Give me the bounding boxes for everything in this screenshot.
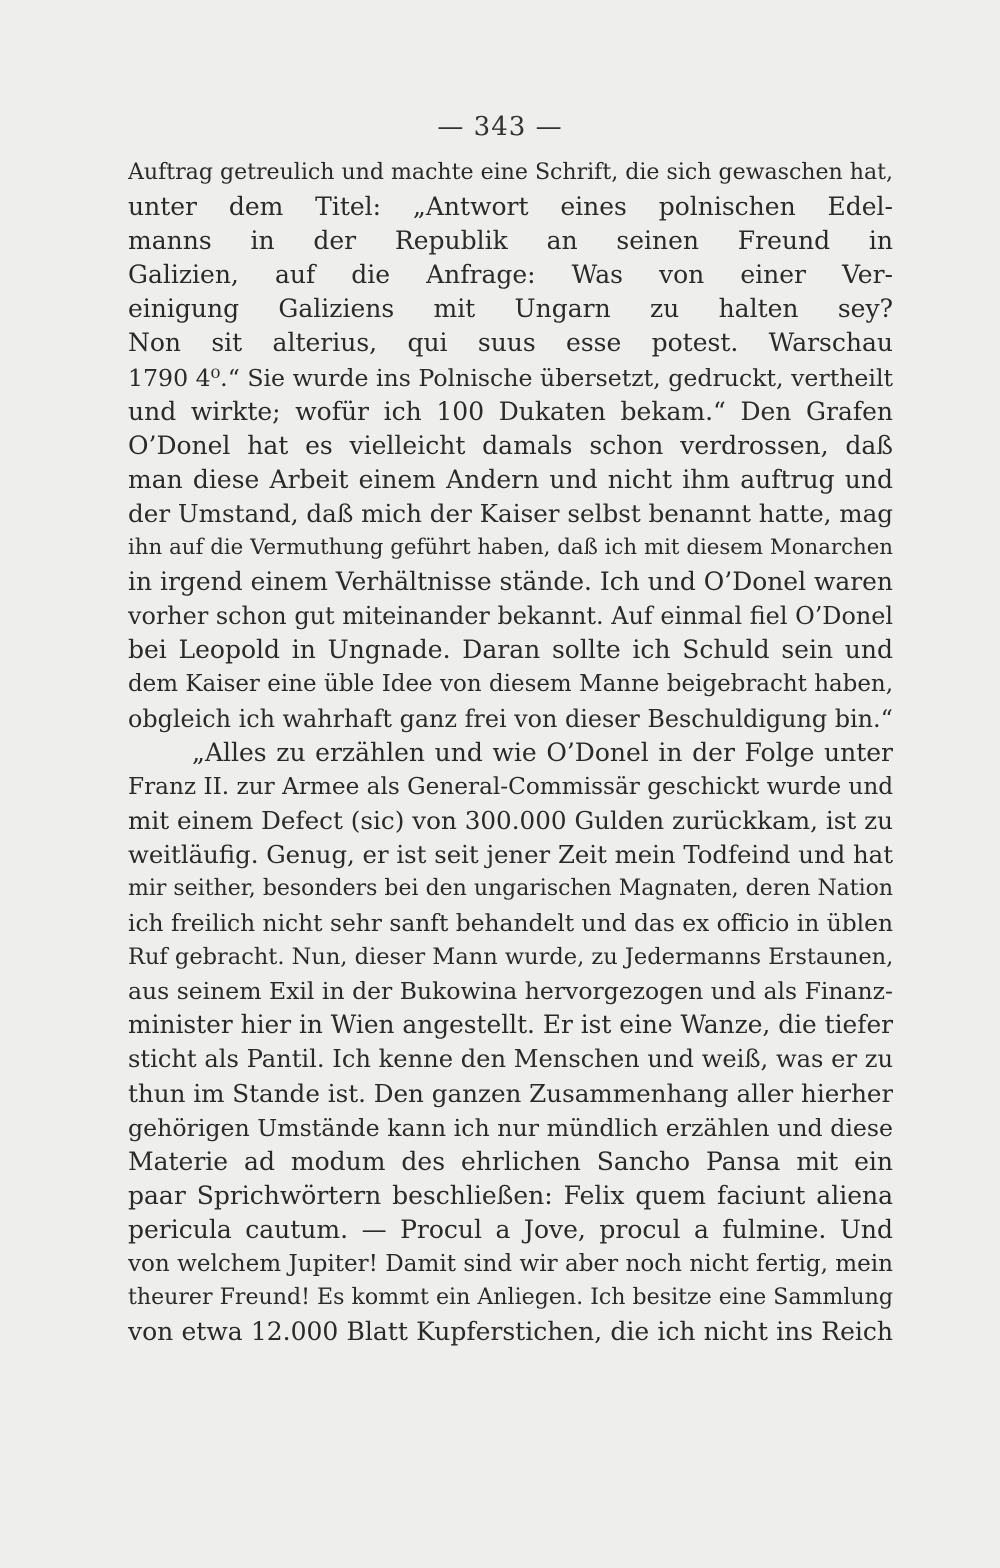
text-line: aus seinem Exil in der Bukowina hervorgezogen und als Finanz- [128, 977, 893, 1006]
text-line: ich freilich nicht sehr sanft behandelt und das ex officio in üblen [128, 909, 893, 938]
text-line: mit einem Defect (sic) von 300.000 Gulden zurückkam, ist zu [128, 805, 893, 835]
text-line: pericula cautum. — Procul a Jove, procul a fulmine. Und [128, 1214, 893, 1244]
text-line: O’Donel hat es vielleicht damals schon verdrossen, daß [128, 430, 893, 460]
text-line: man diese Arbeit einem Andern und nicht ihm auftrug und [128, 464, 893, 494]
text-line: Materie ad modum des ehrlichen Sancho Pansa mit ein [128, 1146, 893, 1176]
text-line: Galizien, auf die Anfrage: Was von einer Ver- [128, 260, 893, 290]
body-text [128, 156, 893, 1349]
text-line: unter dem Titel: „Antwort eines polnischen Edel- [128, 192, 893, 222]
text-line: sticht als Pantil. Ich kenne den Menschen und weiß, was er zu [128, 1045, 893, 1074]
text-line: dem Kaiser eine üble Idee von diesem Manne beigebracht haben, [128, 671, 893, 698]
text-line: obgleich ich wahrhaft ganz frei von dieser Beschuldigung bin.“ [128, 704, 893, 733]
text-line: manns in der Republik an seinen Freund in [128, 226, 893, 256]
text-line: vorher schon gut miteinander bekannt. Auf einmal fiel O’Donel [128, 602, 893, 631]
text-line: der Umstand, daß mich der Kaiser selbst benannt hatte, mag [128, 498, 893, 528]
text-line: einigung Galiziens mit Ungarn zu halten sey? [128, 294, 893, 324]
text-line: in irgend einem Verhältnisse stände. Ich und O’Donel waren [128, 567, 893, 597]
text-line: weitläufig. Genug, er ist seit jener Zeit mein Todfeind und hat [128, 839, 893, 869]
text-line: ihn auf die Vermuthung geführt haben, daß ich mit diesem Monarchen [128, 535, 893, 561]
text-line: gehörigen Umstände kann ich nur mündlich erzählen und diese [128, 1113, 893, 1142]
text-line: von welchem Jupiter! Damit sind wir aber noch nicht fertig, mein [128, 1251, 893, 1277]
text-line: 1790 4⁰.“ Sie wurde ins Polnische übersetzt, gedruckt, vertheilt [128, 363, 893, 392]
text-line: Auftrag getreulich und machte eine Schrift, die sich gewaschen hat, [128, 160, 893, 185]
text-line: „Alles zu erzählen und wie O’Donel in der Folge unter [192, 737, 893, 767]
text-line: und wirkte; wofür ich 100 Dukaten bekam.“ Den Grafen [128, 396, 893, 426]
text-line: Non sit alterius, qui suus esse potest. Warschau [128, 328, 893, 358]
text-line: bei Leopold in Ungnade. Daran sollte ich Schuld sein und [128, 635, 893, 665]
text-line: von etwa 12.000 Blatt Kupferstichen, die ich nicht ins Reich [128, 1317, 893, 1347]
text-line: mir seither, besonders bei den ungarischen Magnaten, deren Nation [128, 875, 893, 901]
text-line: theurer Freund! Es kommt ein Anliegen. Ich besitze eine Sammlung [128, 1285, 893, 1311]
text-line: paar Sprichwörtern beschließen: Felix quem faciunt aliena [128, 1180, 893, 1210]
text-line: minister hier in Wien angestellt. Er ist eine Wanze, die tiefer [128, 1010, 893, 1040]
text-line: Ruf gebracht. Nun, dieser Mann wurde, zu Jedermanns Erstaunen, [128, 944, 893, 971]
text-line: Franz II. zur Armee als General-Commissär geschickt wurde und [128, 772, 893, 800]
text-line: thun im Stande ist. Den ganzen Zusammenhang aller hierher [128, 1078, 893, 1108]
page-number: — 343 — [437, 112, 563, 142]
